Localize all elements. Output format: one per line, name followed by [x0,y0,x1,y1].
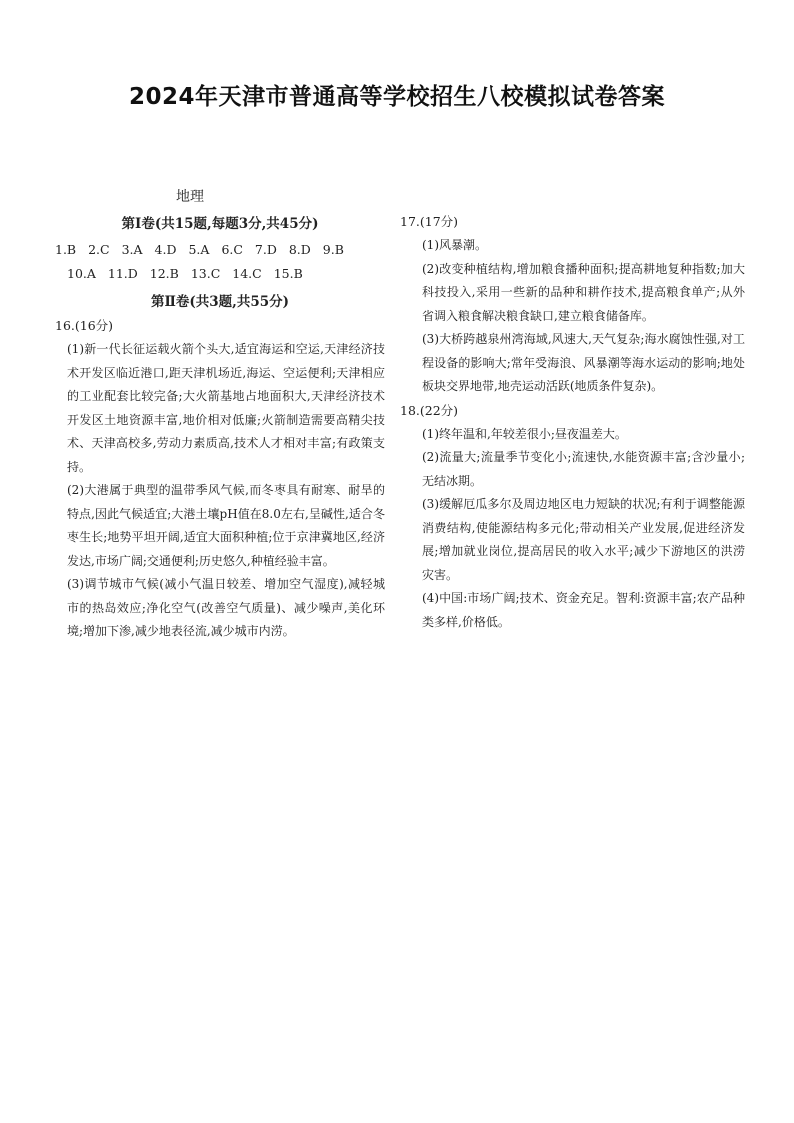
mc-answers-row-2 [55,262,385,286]
q18-answer-4: (4)中国:市场广阔;技术、资金充足。智利:资源丰富;农产品种类多样,价格低。 [422,591,745,629]
q18-heading: 18.(22分) [400,402,459,418]
mc-answer: 11.D [107,266,138,281]
mc-answer: 14.C [232,266,262,281]
q17-answer-3: (3)大桥跨越泉州湾海域,风速大,天气复杂;海水腐蚀性强,对工程设备的影响大;常年受海浪、风暴潮等海水运动的影响;地处板块交界地带,地壳运动活跃(地质条件复杂)。 [422,332,745,393]
q16-answer-3: (3)调节城市气候(减小气温日较差、增加空气湿度),减轻城市的热岛效应;净化空气(改善空气质量)、减少噪声,美化环境;增加下渗,减少地表径流,减少城市内涝。 [67,577,385,638]
mc-answer: 2.C [88,242,110,257]
q17-heading: 17.(17分) [400,214,459,229]
mc-answer: 8.D [288,242,311,257]
right-column [400,210,745,634]
part2-header: 第Ⅱ卷(共3题,共55分) [150,294,290,310]
q16-answer-2: (2)大港属于典型的温带季风气候,而冬枣具有耐寒、耐旱的特点,因此气候适宜;大港土壤pH值在8.0左右,呈碱性,适合冬枣生长;地势平坦开阔,适宜大面积种植;位于京津冀地区,经济发达,市场广阔;交通便利;历史悠久,种植经验丰富。 [67,483,385,568]
mc-answer: 6.C [221,242,243,257]
page-title: 2024年天津市普通高等学校招生八校模拟试卷答案 [128,84,665,110]
left-column [55,186,385,644]
mc-answer: 5.A [188,242,210,257]
mc-answer: 7.D [254,242,277,257]
part1-header: 第Ⅰ卷(共15题,每题3分,共45分) [121,216,319,232]
q18-answer-1: (1)终年温和,年较差很小;昼夜温差大。 [422,426,627,441]
q16-heading: 16.(16分) [55,318,114,333]
mc-answer: 1.B [55,242,77,257]
mc-answer: 9.B [322,242,344,257]
mc-answer: 12.B [149,266,179,281]
mc-answers-row-1 [55,238,385,262]
q16-answer-1: (1)新一代长征运载火箭个头大,适宜海运和空运,天津经济技术开发区临近港口,距天津机场近,海运、空运便利;天津相应的工业配套比较完备;大火箭基地占地面积大,天津经济技术开发区土地资源丰富,地价相对低廉;火箭制造需要高精尖技术、天津高校多,劳动力素质高,技术人才相对丰富;有政策支持。 [67,342,385,474]
mc-answer: 3.A [121,242,143,257]
mc-answer: 13.C [190,266,221,281]
q18-answer-2: (2)流量大;流量季节变化小;流速快,水能资源丰富;含沙量小;无结冰期。 [422,450,745,488]
subject-label: 地理 [176,189,204,205]
mc-answer: 4.D [154,242,177,257]
q17-answer-2: (2)改变种植结构,增加粮食播种面积;提高耕地复种指数;加大科技投入,采用一些新的品种和耕作技术,提高粮食单产;从外省调入粮食解决粮食缺口,建立粮食储备库。 [422,261,745,323]
mc-answer: 10.A [67,266,96,281]
q18-answer-3: (3)缓解厄瓜多尔及周边地区电力短缺的状况;有利于调整能源消费结构,使能源结构多元化;带动相关产业发展,促进经济发展;增加就业岗位,提高居民的收入水平;减少下游地区的洪涝灾害。 [422,497,745,582]
mc-answer: 15.B [273,266,303,281]
q17-answer-1: (1)风暴潮。 [422,238,487,252]
